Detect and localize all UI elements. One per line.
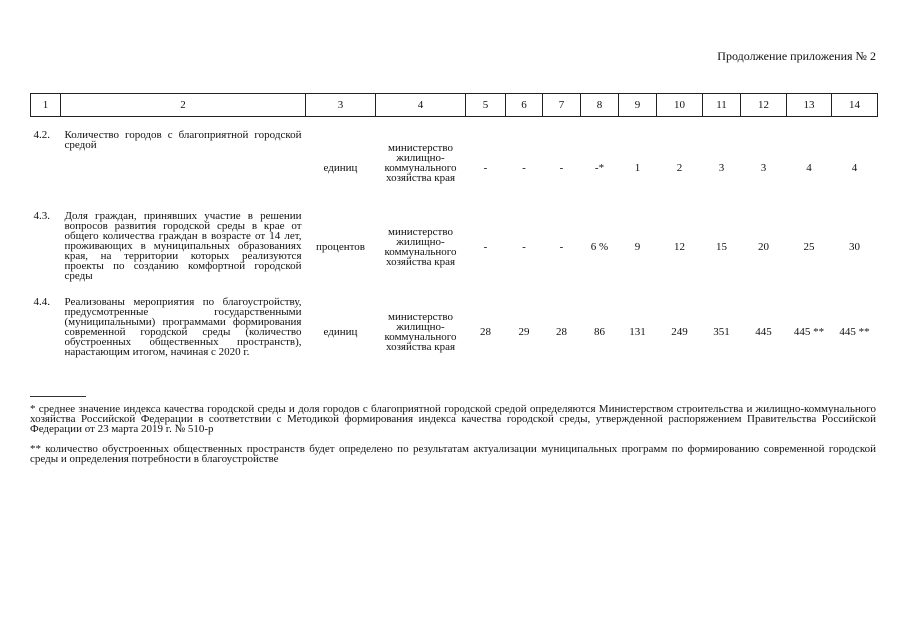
value-cell: 445 ** <box>839 326 870 338</box>
header-row <box>31 94 878 117</box>
value-cell: 249 <box>671 326 688 338</box>
column-header: 11 <box>703 94 741 117</box>
value-cell: 2 <box>676 162 683 174</box>
indicator-name: Количество городов с благоприятной городской средой <box>64 129 302 151</box>
value-cell: - <box>559 240 564 253</box>
value-cell: -* <box>594 162 605 174</box>
value-cell: - <box>522 240 526 253</box>
column-header: 2 <box>61 94 306 117</box>
indicators-table <box>30 93 878 369</box>
column-header: 1 <box>31 94 61 117</box>
column-header: 10 <box>657 94 703 117</box>
table-row <box>31 209 878 284</box>
column-header: 6 <box>506 94 543 117</box>
column-header: 3 <box>306 94 376 117</box>
value-cell: 29 <box>518 326 530 338</box>
row-number: 4.3. <box>33 210 50 222</box>
unit-cell: единиц <box>323 162 358 174</box>
value-cell: - <box>559 162 564 174</box>
footnote-divider <box>30 396 86 397</box>
unit-cell: единиц <box>323 326 358 338</box>
value-cell: 28 <box>480 326 491 338</box>
table-row <box>31 295 878 369</box>
footnote-quality-index: * среднее значение индекса качества городской среды и доля городов с благоприятной городской средой определяются Министерством строительства и жилищно-коммунального хозяйства Российской Федерации в соответствии с Методикой формирования индекса качества городской среды, утвержденной распоряжением Правительства Российской Федерации от 23 марта 2019 г. № 510-р <box>30 403 876 435</box>
column-header: 5 <box>466 94 506 117</box>
column-header: 4 <box>376 94 466 117</box>
value-cell: - <box>522 162 526 174</box>
value-cell: 28 <box>556 326 567 338</box>
value-cell: 6 % <box>590 240 609 253</box>
value-cell: 3 <box>760 162 767 174</box>
table-row <box>31 128 878 198</box>
value-cell: 25 <box>803 240 815 253</box>
value-cell: 12 <box>674 240 685 253</box>
row-number: 4.4. <box>33 296 50 308</box>
value-cell: 20 <box>758 240 769 253</box>
unit-cell: процентов <box>316 240 365 253</box>
column-header: 13 <box>787 94 832 117</box>
value-cell: 351 <box>713 326 730 338</box>
value-cell: 15 <box>716 240 727 253</box>
indicator-name: Реализованы мероприятия по благоустройству, предусмотренные государственными (муниципальными) программами формирования современной городской среды (количество обустроенных общественных пространств), нарастающим итогом, начиная с 2020 г. <box>64 296 302 358</box>
column-header: 14 <box>832 94 878 117</box>
value-cell: - <box>483 162 488 174</box>
row-number: 4.2. <box>33 129 50 141</box>
value-cell: 9 <box>634 240 641 253</box>
responsible-org: министерство жилищно-коммунального хозяйства края <box>384 142 457 184</box>
value-cell: 131 <box>629 326 646 338</box>
value-cell: 4 <box>806 162 812 174</box>
column-header: 8 <box>581 94 619 117</box>
column-header: 12 <box>741 94 787 117</box>
value-cell: 30 <box>849 240 860 253</box>
value-cell: - <box>483 240 488 253</box>
value-cell: 445 ** <box>793 326 825 338</box>
value-cell: 1 <box>634 162 641 174</box>
indicator-name: Доля граждан, принявших участие в решении вопросов развития городской среды в крае от общего количества граждан в возрасте от 14 лет, проживающих в муниципальных образованиях края, на территории которых реализуются проекты по созданию комфортной городской среды <box>64 210 302 282</box>
responsible-org: министерство жилищно-коммунального хозяйства края <box>384 225 457 268</box>
footnote-public-spaces: ** количество обустроенных общественных пространств будет определено по результатам актуализации муниципальных программ по формированию современной городской среды и определения потребности в благоустройстве <box>30 443 876 465</box>
value-cell: 86 <box>594 326 605 338</box>
appendix-continuation-label: Продолжение приложения № 2 <box>717 49 876 63</box>
column-header: 9 <box>619 94 657 117</box>
value-cell: 4 <box>851 162 858 174</box>
column-header: 7 <box>543 94 581 117</box>
value-cell: 3 <box>718 162 725 174</box>
value-cell: 445 <box>755 326 772 338</box>
responsible-org: министерство жилищно-коммунального хозяйства края <box>384 311 457 353</box>
